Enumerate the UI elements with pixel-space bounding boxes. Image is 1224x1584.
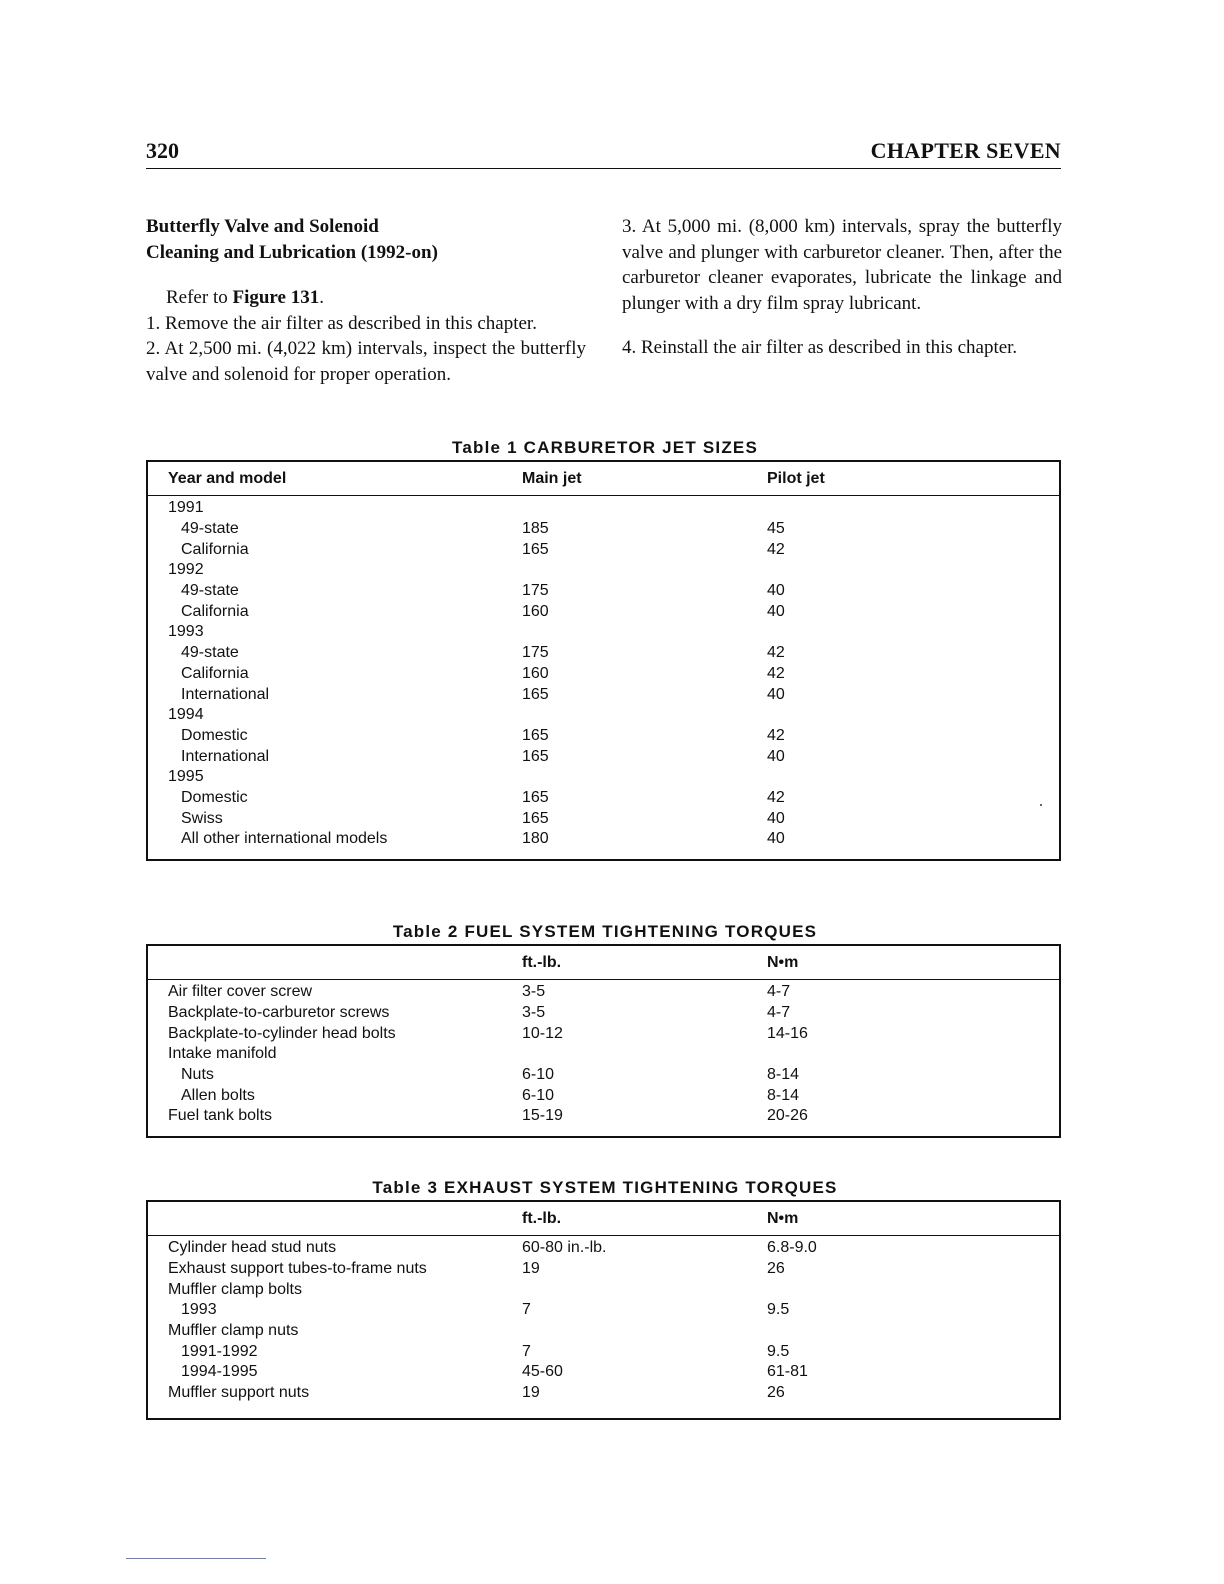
cell: 6-10 (522, 1066, 555, 1084)
cell: 175 (522, 582, 549, 600)
table-row (148, 643, 1059, 664)
footer-rule (126, 1558, 266, 1559)
table2-caption: Table 2 FUEL SYSTEM TIGHTENING TORQUES (392, 922, 818, 941)
table3-col-ftlb: ft.-lb. (522, 1209, 562, 1227)
cell: 165 (522, 788, 549, 806)
table-row (148, 1300, 1059, 1321)
table-row (148, 498, 1059, 519)
cell: 42 (767, 664, 785, 682)
cell: 10-12 (522, 1024, 563, 1042)
table-row (148, 539, 1059, 560)
cell: 165 (522, 747, 549, 765)
table-row (148, 1044, 1059, 1065)
table-row (148, 1238, 1059, 1259)
cell: Domestic (181, 726, 248, 744)
cell: Swiss (181, 809, 223, 827)
cell: Allen bolts (181, 1086, 255, 1104)
step-3: 3. At 5,000 mi. (8,000 km) intervals, spray the butterfly valve and plunger with carburetor cleaner. Then, after the carburetor cleaner evaporates, lubricate the linkage and plunger with a dry film spray lubricant. (622, 216, 1062, 314)
cell: 9.5 (767, 1301, 790, 1319)
cell: Cylinder head stud nuts (168, 1239, 337, 1257)
table1-caption: Table 1 CARBURETOR JET SIZES (452, 438, 758, 457)
step-2: 2. At 2,500 mi. (4,022 km) intervals, inspect the butterfly valve and solenoid for proper operation. (146, 338, 586, 385)
table-row (148, 684, 1059, 705)
table1-col-main: Main jet (522, 469, 582, 487)
left-column (146, 214, 586, 387)
cell: 1991 (168, 499, 204, 517)
table-row (148, 726, 1059, 747)
table-row (148, 1065, 1059, 1086)
table-row (148, 1003, 1059, 1024)
cell: 19 (522, 1260, 540, 1278)
cell: 180 (522, 830, 549, 848)
table2-col-ftlb: ft.-lb. (522, 953, 562, 971)
cell: Muffler support nuts (168, 1384, 310, 1402)
cell: 1994-1995 (181, 1363, 258, 1381)
table2-header (148, 946, 1059, 980)
table-row (148, 622, 1059, 643)
cell: 1993 (168, 623, 204, 641)
cell: Backplate-to-cylinder head bolts (168, 1024, 396, 1042)
cell: 42 (767, 788, 785, 806)
cell: Nuts (181, 1066, 214, 1084)
cell: Muffler clamp nuts (168, 1322, 299, 1340)
cell: 45 (767, 520, 785, 538)
cell: 60-80 in.-lb. (522, 1239, 607, 1257)
cell: 8-14 (767, 1086, 800, 1104)
cell: 49-state (181, 582, 239, 600)
table-row (148, 767, 1059, 788)
cell: 61-81 (767, 1363, 808, 1381)
table-row (148, 1023, 1059, 1044)
cell: 160 (522, 602, 549, 620)
table-row (148, 705, 1059, 726)
step-4: 4. Reinstall the air filter as described in this chapter. (622, 337, 1018, 358)
cell: 8-14 (767, 1066, 800, 1084)
cell: 165 (522, 685, 549, 703)
table-row (148, 1321, 1059, 1342)
cell: 165 (522, 809, 549, 827)
figure-reference (146, 285, 586, 311)
section-heading-line2: Cleaning and Lubrication (1992-on) (146, 242, 438, 263)
cell: 15-19 (522, 1107, 563, 1125)
cell: Fuel tank bolts (168, 1107, 273, 1125)
cell: 42 (767, 644, 785, 662)
figure-link[interactable]: Figure 131 (232, 287, 320, 308)
table-row (148, 1362, 1059, 1383)
cell: 165 (522, 540, 549, 558)
cell: 49-state (181, 644, 239, 662)
right-column (622, 214, 1062, 361)
section-heading-line1: Butterfly Valve and Solenoid (146, 216, 379, 237)
refer-prefix: Refer to (166, 287, 228, 308)
scan-speck (1040, 804, 1042, 806)
cell: Domestic (181, 788, 248, 806)
table2-col-nm: N•m (767, 953, 799, 971)
cell: Intake manifold (168, 1045, 277, 1063)
cell: 6.8-9.0 (767, 1239, 817, 1257)
cell: 40 (767, 582, 785, 600)
table1-col-pilot: Pilot jet (767, 469, 825, 487)
cell: 6-10 (522, 1086, 555, 1104)
table-row (148, 982, 1059, 1003)
table2 (146, 944, 1061, 1138)
table-row (148, 560, 1059, 581)
table3-col-nm: N•m (767, 1209, 799, 1227)
cell: 1994 (168, 706, 204, 724)
cell: 7 (522, 1301, 531, 1319)
cell: 40 (767, 602, 785, 620)
cell: 1993 (181, 1301, 217, 1319)
cell: 26 (767, 1384, 785, 1402)
cell: 7 (522, 1342, 531, 1360)
cell: 1991-1992 (181, 1342, 258, 1360)
table1-header (148, 462, 1059, 496)
cell: 175 (522, 644, 549, 662)
cell: 40 (767, 747, 785, 765)
table-row (148, 519, 1059, 540)
table-row (148, 808, 1059, 829)
table1 (146, 460, 1061, 861)
chapter-title: CHAPTER SEVEN (870, 138, 1061, 163)
table-row (148, 788, 1059, 809)
cell: 40 (767, 685, 785, 703)
cell: 3-5 (522, 1004, 546, 1022)
cell: 14-16 (767, 1024, 808, 1042)
cell: 4-7 (767, 983, 791, 1001)
cell: 45-60 (522, 1363, 563, 1381)
table-row (148, 1383, 1059, 1404)
cell: California (181, 540, 249, 558)
cell: 1995 (168, 768, 204, 786)
cell: 42 (767, 726, 785, 744)
cell: 40 (767, 830, 785, 848)
cell: All other international models (181, 830, 388, 848)
cell: Air filter cover screw (168, 983, 313, 1001)
cell: 160 (522, 664, 549, 682)
table-row (148, 1341, 1059, 1362)
table-row (148, 746, 1059, 767)
table-row (148, 601, 1059, 622)
cell: 42 (767, 540, 785, 558)
cell: California (181, 602, 249, 620)
cell: 9.5 (767, 1342, 790, 1360)
step-1: 1. Remove the air filter as described in this chapter. (146, 312, 537, 334)
table-row (148, 664, 1059, 685)
table-row (148, 1106, 1059, 1127)
table1-body (148, 496, 1059, 850)
header-rule (146, 168, 1061, 169)
table-row (148, 581, 1059, 602)
table3-body (148, 1236, 1059, 1404)
refer-suffix: . (319, 287, 324, 308)
cell: California (181, 664, 249, 682)
cell: 4-7 (767, 1004, 791, 1022)
table-row (148, 1259, 1059, 1280)
table3 (146, 1200, 1061, 1420)
cell: International (181, 747, 270, 765)
cell: 26 (767, 1260, 785, 1278)
table-row (148, 1085, 1059, 1106)
table-row (148, 1279, 1059, 1300)
page-number: 320 (146, 138, 179, 163)
cell: 1992 (168, 561, 204, 579)
cell: 20-26 (767, 1107, 808, 1125)
cell: Backplate-to-carburetor screws (168, 1004, 390, 1022)
cell: 49-state (181, 520, 239, 538)
table-row (148, 829, 1059, 850)
cell: Exhaust support tubes-to-frame nuts (168, 1260, 427, 1278)
cell: 165 (522, 726, 549, 744)
table3-header (148, 1202, 1059, 1236)
cell: International (181, 685, 270, 703)
cell: 19 (522, 1384, 540, 1402)
cell: 185 (522, 520, 549, 538)
table2-body (148, 980, 1059, 1127)
cell: 3-5 (522, 983, 546, 1001)
table3-caption: Table 3 EXHAUST SYSTEM TIGHTENING TORQUES (372, 1178, 838, 1197)
cell: 40 (767, 809, 785, 827)
table1-col-year: Year and model (168, 469, 287, 487)
cell: Muffler clamp bolts (168, 1280, 302, 1298)
